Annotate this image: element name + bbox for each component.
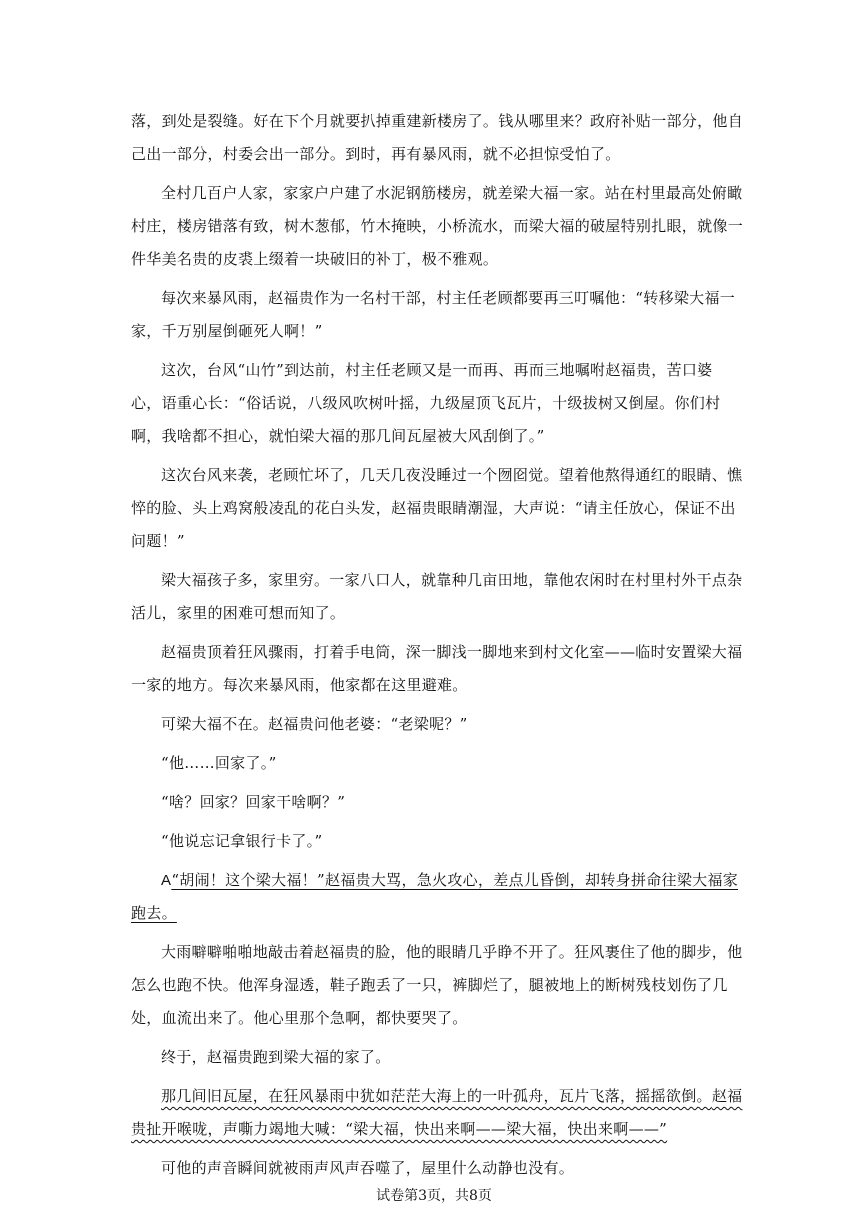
paragraph: 全村几百户人家，家家户户建了水泥钢筋楼房，就差梁大福一家。站在村里最高处俯瞰村庄，楼房错落有致，树木葱郁，竹木掩映，小桥流水，而梁大福的破屋特别扎眼，就像一件华美名贵的皮裘上缀着一块破旧的补丁，极不雅观。 (131, 184, 744, 268)
paragraph: 可他的声音瞬间就被雨声风声吞噬了，屋里什么动静也没有。 (161, 1159, 575, 1177)
underlined-sentence: “胡闹！这个梁大福！”赵福贵大骂，急火攻心，差点儿昏倒，却转身拼命往梁大福家跑去。 (131, 871, 739, 922)
marker-label: A (161, 872, 172, 889)
paragraph: 终于，赵福贵跑到梁大福的家了。 (161, 1048, 391, 1066)
wavy-underlined-sentence-rest: 赵福贵扯开喉咙，声嘶力竭地大喊：“梁大福，快出来啊——梁大福，快出来啊——” (131, 1087, 743, 1138)
paragraph: 这次，台风“山竹”到达前，村主任老顾又是一而再、再而三地嘱咐赵福贵，苦口婆心，语重心长：“俗话说，八级风吹树叶摇，九级屋顶飞瓦片，十级拔树又倒屋。你们村啊，我啥都不担心，就怕梁大福的那几间瓦屋被大风刮倒了。” (131, 361, 721, 445)
paragraph: 这次台风来袭，老顾忙坏了，几天几夜没睡过一个囫囵觉。望着他熬得通红的眼睛、憔悴的脸、头上鸡窝般凌乱的花白头发，赵福贵眼睛潮湿，大声说：“请主任放心，保证不出问题！” (131, 466, 743, 550)
paragraph: “他说忘记拿银行卡了。” (161, 832, 323, 850)
article-body (131, 105, 743, 1191)
wavy-underlined-paragraph (131, 1080, 743, 1146)
paragraph: 可梁大福不在。赵福贵问他老婆：“老梁呢？” (161, 715, 468, 733)
paragraph: 赵福贵顶着狂风骤雨，打着手电筒，深一脚浅一脚地来到村文化室——临时安置梁大福一家的地方。每次来暴风雨，他家都在这里避难。 (131, 643, 743, 694)
paragraph: 梁大福孩子多，家里穷。一家八口人，就靠种几亩田地，靠他农闲时在村里村外干点杂活儿，家里的困难可想而知了。 (131, 571, 743, 622)
marked-paragraph-a (131, 864, 743, 930)
paragraph: “啥？回家？回家干啥啊？” (161, 793, 346, 811)
paragraph: 每次来暴风雨，赵福贵作为一名村干部，村主任老顾都要再三叮嘱他：“转移梁大福一家，千万别屋倒砸死人啊！” (131, 289, 736, 340)
wavy-underlined-sentence: 那几间旧瓦屋，在狂风暴雨中犹如茫茫大海上的一叶孤舟，瓦片飞落，摇摇欲倒。 (161, 1087, 712, 1105)
paragraph: 大雨噼噼啪啪地敲击着赵福贵的脸，他的眼睛几乎睁不开了。狂风裹住了他的脚步，他怎么也跑不快。他浑身湿透，鞋子跑丢了一只，裤脚烂了，腿被地上的断树残枝划伤了几处，血流出来了。他心里那个急啊，都快要哭了。 (131, 943, 743, 1027)
page-footer: 试卷第3页，共8页 (376, 1188, 492, 1204)
paragraph: “他……回家了。” (161, 754, 277, 772)
paragraph: 落，到处是裂缝。好在下个月就要扒掉重建新楼房了。钱从哪里来？政府补贴一部分，他自己出一部分，村委会出一部分。到时，再有暴风雨，就不必担惊受怕了。 (131, 112, 744, 163)
